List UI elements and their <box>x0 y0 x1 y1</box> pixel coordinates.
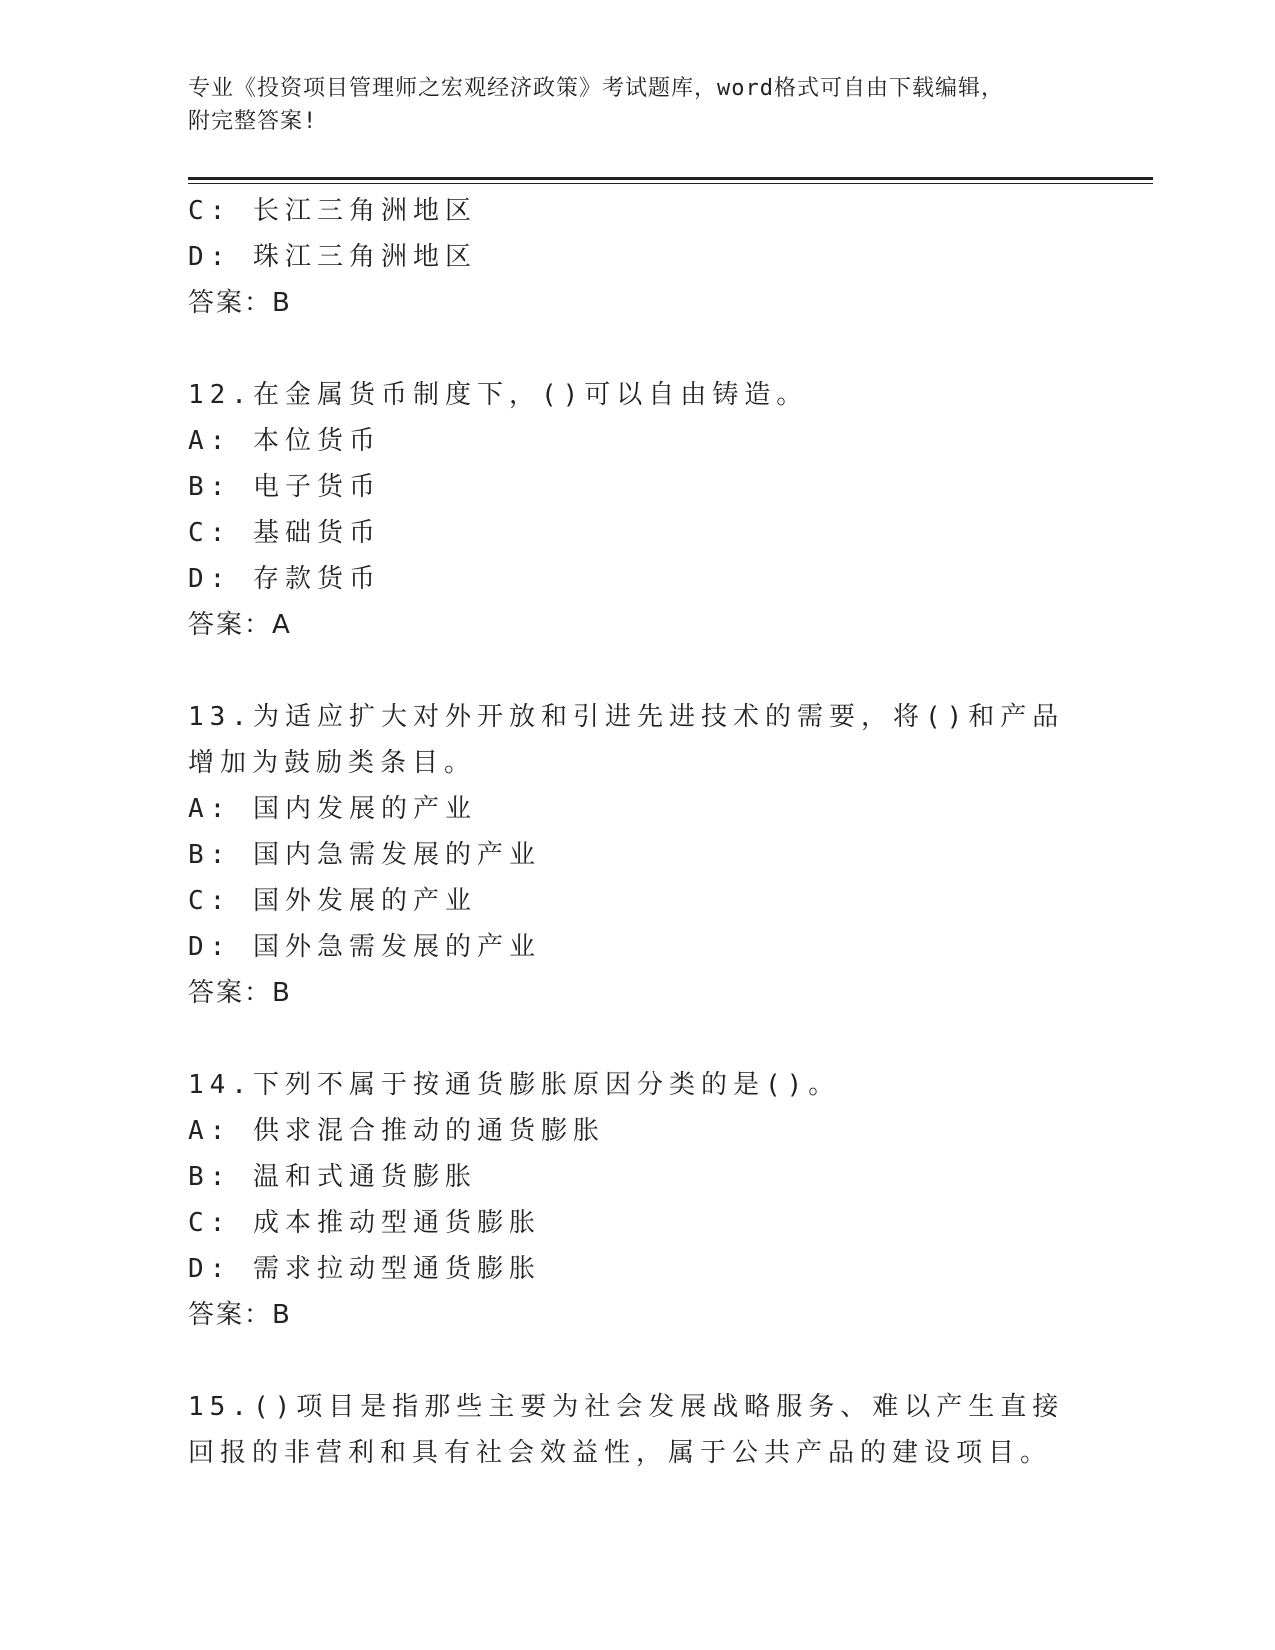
question-14 <box>188 1062 1088 1338</box>
header-divider-thin <box>188 183 1153 184</box>
document-header <box>188 72 1088 138</box>
option-b: B: 国内急需发展的产业 <box>188 840 541 870</box>
answer-line: 答案：B <box>188 978 292 1008</box>
answer-line: 答案：A <box>188 610 292 640</box>
option-a: A: 国内发展的产业 <box>188 794 477 824</box>
header-line-1: 专业《投资项目管理师之宏观经济政策》考试题库，word格式可自由下载编辑， <box>188 76 1004 101</box>
option-d: D: 珠江三角洲地区 <box>188 242 477 272</box>
option-a: A: 供求混合推动的通货膨胀 <box>188 1116 605 1146</box>
option-c: C: 基础货币 <box>188 518 381 548</box>
answer-line: 答案：B <box>188 1300 292 1330</box>
answer-line: 答案：B <box>188 288 292 318</box>
question-stem: 12.在金属货币制度下，()可以自由铸造。 <box>188 380 809 410</box>
option-d: D: 存款货币 <box>188 564 381 594</box>
spacer <box>188 326 1088 372</box>
option-c: C: 长江三角洲地区 <box>188 196 477 226</box>
spacer <box>188 1338 1088 1384</box>
option-b: B: 电子货币 <box>188 472 381 502</box>
question-15 <box>188 1384 1088 1476</box>
spacer <box>188 648 1088 694</box>
option-c: C: 成本推动型通货膨胀 <box>188 1208 541 1238</box>
option-d: D: 需求拉动型通货膨胀 <box>188 1254 541 1284</box>
option-b: B: 温和式通货膨胀 <box>188 1162 477 1192</box>
header-line-2: 附完整答案! <box>188 109 318 134</box>
option-c: C: 国外发展的产业 <box>188 886 477 916</box>
question-stem: 14.下列不属于按通货膨胀原因分类的是()。 <box>188 1070 841 1100</box>
question-stem: 15.()项目是指那些主要为社会发展战略服务、难以产生直接回报的非营利和具有社会效益性，属于公共产品的建设项目。 <box>188 1392 1065 1468</box>
question-stem: 13.为适应扩大对外开放和引进先进技术的需要，将()和产品增加为鼓励类条目。 <box>188 702 1065 778</box>
option-a: A: 本位货币 <box>188 426 381 456</box>
question-list <box>188 188 1088 1476</box>
header-divider-thick <box>188 177 1153 180</box>
question-12 <box>188 372 1088 648</box>
option-d: D: 国外急需发展的产业 <box>188 932 541 962</box>
spacer <box>188 1016 1088 1062</box>
question-13 <box>188 694 1088 1016</box>
question-11-continuation <box>188 188 1088 326</box>
